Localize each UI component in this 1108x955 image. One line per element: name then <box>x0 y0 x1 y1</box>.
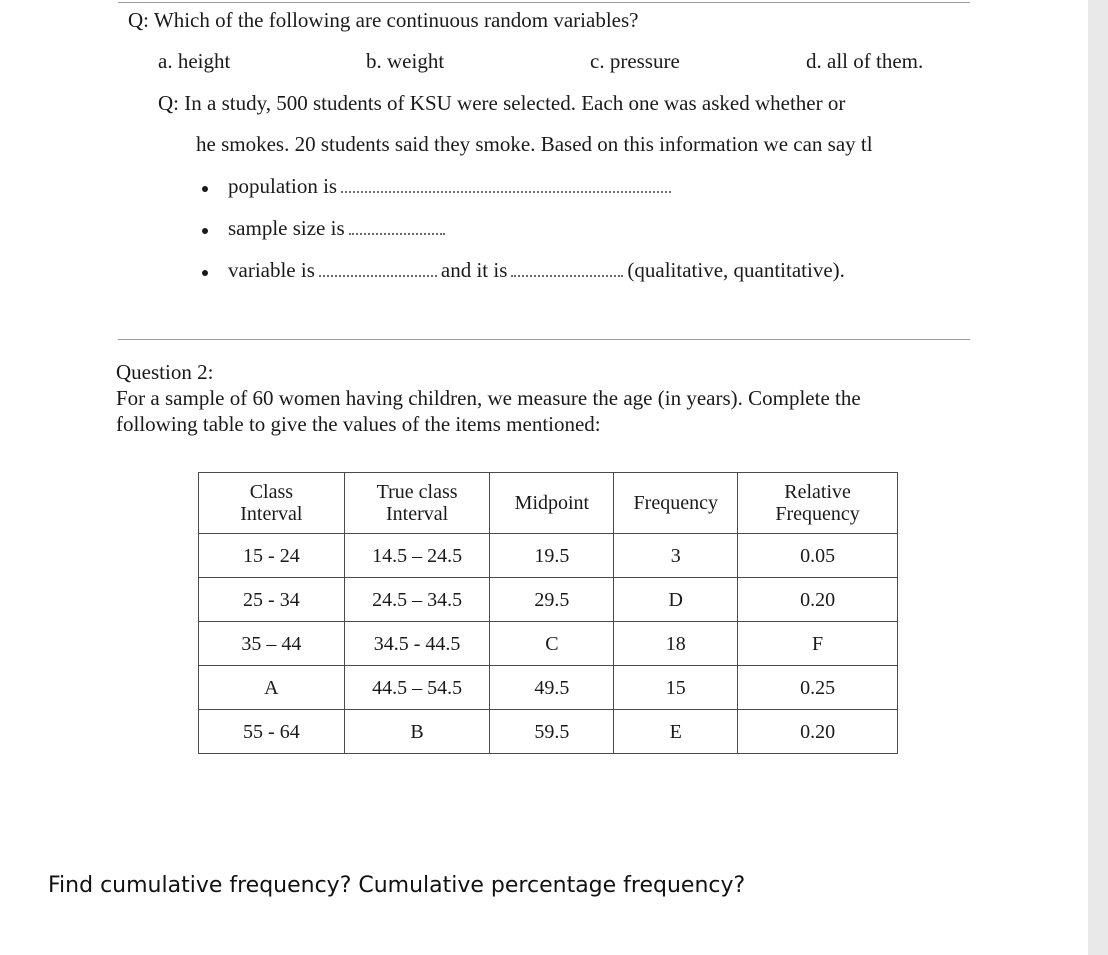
bullet-icon <box>202 270 208 276</box>
footer-question: Find cumulative frequency? Cumulative percentage frequency? <box>48 873 746 898</box>
table-cell: 59.5 <box>490 710 614 754</box>
table-cell: 44.5 – 54.5 <box>344 666 490 710</box>
table-cell: 15 - 24 <box>199 534 345 578</box>
question2-heading: Question 2: <box>116 360 214 384</box>
type-blank <box>511 271 623 277</box>
variable-blank <box>319 271 437 277</box>
table-cell: 55 - 64 <box>199 710 345 754</box>
table-cell: 49.5 <box>490 666 614 710</box>
top-rule <box>118 2 970 3</box>
table-cell-blank-d: D <box>614 578 738 622</box>
table-cell-blank-c: C <box>490 622 614 666</box>
q2-population-item <box>228 174 675 199</box>
table-cell: 25 - 34 <box>199 578 345 622</box>
q2-variable-item <box>228 258 845 283</box>
table-row <box>199 666 898 710</box>
header-relative-frequency: Relative Frequency <box>738 473 898 534</box>
table-cell: 18 <box>614 622 738 666</box>
type-options: (qualitative, quantitative). <box>627 258 845 282</box>
table-row <box>199 622 898 666</box>
table-cell: 19.5 <box>490 534 614 578</box>
header-midpoint: Midpoint <box>490 473 614 534</box>
table-cell: 34.5 - 44.5 <box>344 622 490 666</box>
right-edge-strip <box>1088 0 1108 955</box>
section-rule <box>118 339 970 340</box>
table-cell: 29.5 <box>490 578 614 622</box>
table-row <box>199 534 898 578</box>
population-label: population is <box>228 174 338 198</box>
table-cell: 0.20 <box>738 578 898 622</box>
and-it-is-label: and it is <box>440 258 508 282</box>
table-cell-blank-a: A <box>199 666 345 710</box>
q1-option-d: d. all of them. <box>806 49 924 73</box>
table-cell: 15 <box>614 666 738 710</box>
bullet-icon <box>202 228 208 234</box>
sample-size-label: sample size is <box>228 216 345 240</box>
table-row <box>199 710 898 754</box>
header-class-interval: Class Interval <box>199 473 345 534</box>
question2-line-1: For a sample of 60 women having children, we measure the age (in years). Complete the <box>116 386 861 410</box>
header-frequency: Frequency <box>614 473 738 534</box>
table-cell: 3 <box>614 534 738 578</box>
table-cell: 0.20 <box>738 710 898 754</box>
q2-sample-size-item <box>228 216 449 241</box>
q2-line-2: he smokes. 20 students said they smoke. Based on this information we can say tl <box>196 132 873 156</box>
sample-size-blank <box>349 229 445 235</box>
question2-line-2: following table to give the values of the items mentioned: <box>116 412 601 436</box>
table-cell-blank-b: B <box>344 710 490 754</box>
population-blank <box>341 187 671 193</box>
table-cell: 0.05 <box>738 534 898 578</box>
q1-option-c: c. pressure <box>590 49 680 73</box>
table-row <box>199 578 898 622</box>
table-cell: 24.5 – 34.5 <box>344 578 490 622</box>
q1-option-b: b. weight <box>366 49 445 73</box>
variable-label: variable is <box>228 258 315 282</box>
table-cell-blank-f: F <box>738 622 898 666</box>
frequency-table <box>198 472 898 754</box>
table-cell: 35 – 44 <box>199 622 345 666</box>
table-cell: 0.25 <box>738 666 898 710</box>
q1-option-a: a. height <box>158 49 231 73</box>
table-header-row <box>199 473 898 534</box>
bullet-icon <box>202 186 208 192</box>
table-cell-blank-e: E <box>614 710 738 754</box>
q1-question: Q: Which of the following are continuous random variables? <box>128 8 639 32</box>
header-true-class-interval: True class Interval <box>344 473 490 534</box>
table-cell: 14.5 – 24.5 <box>344 534 490 578</box>
q2-line-1: Q: In a study, 500 students of KSU were selected. Each one was asked whether or <box>158 91 846 115</box>
